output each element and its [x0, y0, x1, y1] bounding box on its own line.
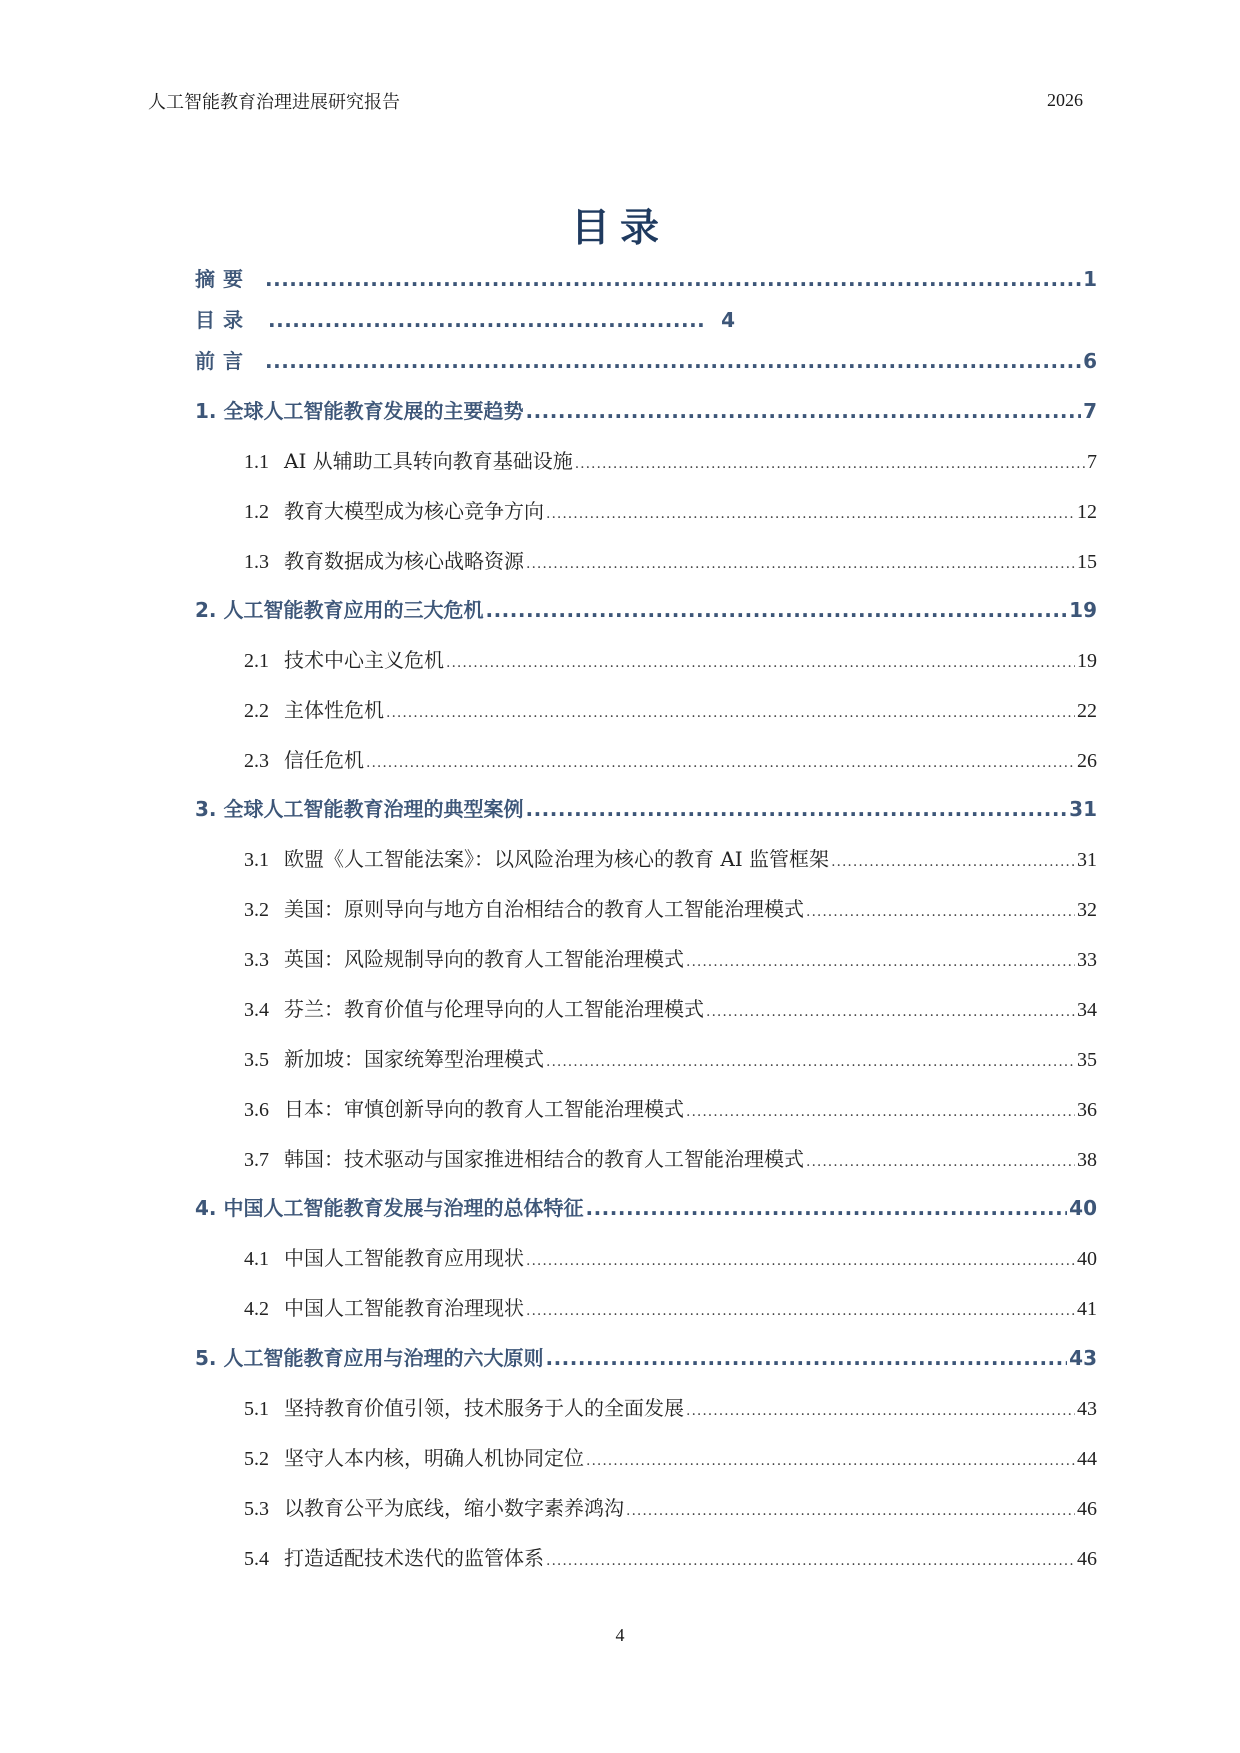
toc-entry-page: 12 [1077, 501, 1097, 523]
toc-entry-label: 目录 [195, 308, 251, 332]
toc-section-1-2[interactable] [244, 495, 1097, 524]
toc-section-3-5[interactable] [244, 1043, 1097, 1072]
toc-leader-dots [546, 1553, 1075, 1569]
toc-entry-page: 44 [1077, 1448, 1097, 1470]
toc-entry-abstract[interactable] [195, 263, 1097, 292]
toc-chapter-5[interactable] [195, 1342, 1097, 1371]
toc-section-3-2[interactable] [244, 893, 1097, 922]
toc-entry-number: 5.4 [244, 1548, 269, 1570]
toc-section-3-3[interactable] [244, 943, 1097, 972]
toc-entry-page: 19 [1069, 598, 1097, 622]
toc-entry-label: 坚持教育价值引领，技术服务于人的全面发展 [284, 1396, 684, 1420]
toc-entry-label: 打造适配技术迭代的监管体系 [284, 1546, 544, 1570]
toc-entry-page: 19 [1077, 650, 1097, 672]
toc-leader-dots [386, 705, 1075, 721]
toc-entry-page: 34 [1077, 999, 1097, 1021]
toc-leader-dots [585, 1196, 1067, 1220]
toc-section-3-6[interactable] [244, 1093, 1097, 1122]
toc-entry-page: 32 [1077, 899, 1097, 921]
toc-entry-label: 技术中心主义危机 [284, 648, 444, 672]
toc-entry-page: 36 [1077, 1099, 1097, 1121]
toc-leader-dots [806, 1154, 1075, 1170]
toc-chapter-4[interactable] [195, 1192, 1097, 1221]
toc-leader-dots [686, 954, 1075, 970]
toc-entry-label: 美国：原则导向与地方自治相结合的教育人工智能治理模式 [284, 897, 804, 921]
toc-leader-dots [831, 854, 1075, 870]
toc-leader-dots [706, 1004, 1075, 1020]
toc-section-4-1[interactable] [244, 1242, 1097, 1271]
toc-entry-page: 1 [1083, 267, 1097, 291]
toc-entry-page: 15 [1077, 551, 1097, 573]
toc-entry-contents[interactable] [195, 304, 735, 333]
toc-section-4-2[interactable] [244, 1292, 1097, 1321]
toc-section-3-4[interactable] [244, 993, 1097, 1022]
toc-leader-dots [806, 904, 1075, 920]
toc-entry-page: 41 [1077, 1298, 1097, 1320]
toc-entry-number: 5.3 [244, 1498, 269, 1520]
toc-entry-label: 教育大模型成为核心竞争方向 [284, 499, 544, 523]
toc-entry-label: 2. 人工智能教育应用的三大危机 [195, 598, 484, 622]
toc-entry-number: 1.3 [244, 551, 269, 573]
toc-section-5-1[interactable] [244, 1392, 1097, 1421]
toc-leader-dots [525, 399, 1081, 423]
toc-entry-page: 4 [721, 308, 735, 332]
toc-entry-page: 43 [1069, 1346, 1097, 1370]
toc-entry-number: 3.6 [244, 1099, 269, 1121]
toc-entry-page: 22 [1077, 700, 1097, 722]
toc-leader-dots [265, 349, 1081, 373]
toc-entry-number: 3.3 [244, 949, 269, 971]
toc-section-5-4[interactable] [244, 1542, 1097, 1571]
toc-entry-page: 46 [1077, 1498, 1097, 1520]
toc-entry-label: 欧盟《人工智能法案》：以风险治理为核心的教育 AI 监管框架 [284, 847, 830, 871]
toc-section-1-1[interactable] [244, 445, 1097, 474]
toc-section-1-3[interactable] [244, 545, 1097, 574]
toc-entry-label: 5. 人工智能教育应用与治理的六大原则 [195, 1346, 544, 1370]
toc-section-5-2[interactable] [244, 1442, 1097, 1471]
toc-section-2-2[interactable] [244, 694, 1097, 723]
toc-entry-number: 3.5 [244, 1049, 269, 1071]
toc-entry-label: 前言 [195, 349, 251, 373]
toc-section-3-1[interactable] [244, 843, 1097, 872]
toc-entry-label: 以教育公平为底线，缩小数字素养鸿沟 [284, 1496, 624, 1520]
toc-leader-dots [265, 267, 1081, 291]
toc-entry-number: 2.2 [244, 700, 269, 722]
toc-entry-number: 4.2 [244, 1298, 269, 1320]
running-header-title: 人工智能教育治理进展研究报告 [148, 92, 400, 113]
toc-section-2-1[interactable] [244, 644, 1097, 673]
toc-entry-label: AI 从辅助工具转向教育基础设施 [284, 449, 573, 473]
toc-chapter-2[interactable] [195, 594, 1097, 623]
toc-leader-dots [525, 797, 1067, 821]
toc-entry-number: 3.2 [244, 899, 269, 921]
toc-entry-label: 教育数据成为核心战略资源 [284, 549, 524, 573]
toc-entry-page: 26 [1077, 750, 1097, 772]
toc-leader-dots [686, 1104, 1075, 1120]
toc-leader-dots [446, 655, 1075, 671]
toc-leader-dots [545, 1346, 1067, 1370]
toc-entry-page: 43 [1077, 1398, 1097, 1420]
toc-entry-page: 7 [1087, 451, 1097, 473]
toc-entry-label: 芬兰：教育价值与伦理导向的人工智能治理模式 [284, 997, 704, 1021]
toc-entry-label: 摘要 [195, 267, 251, 291]
toc-entry-page: 7 [1083, 399, 1097, 423]
toc-leader-dots [366, 755, 1075, 771]
toc-leader-dots [586, 1453, 1075, 1469]
toc-entry-page: 33 [1077, 949, 1097, 971]
toc-entry-page: 40 [1077, 1248, 1097, 1270]
toc-entry-label: 1. 全球人工智能教育发展的主要趋势 [195, 399, 524, 423]
toc-leader-dots [526, 556, 1075, 572]
running-header-year: 2026 [1047, 90, 1083, 110]
toc-entry-number: 1.1 [244, 451, 269, 473]
toc-entry-page: 31 [1069, 797, 1097, 821]
toc-entry-preface[interactable] [195, 345, 1097, 374]
toc-entry-label: 中国人工智能教育应用现状 [284, 1246, 524, 1270]
toc-entry-label: 英国：风险规制导向的教育人工智能治理模式 [284, 947, 684, 971]
toc-chapter-1[interactable] [195, 395, 1097, 424]
toc-leader-dots [546, 506, 1075, 522]
toc-entry-label: 3. 全球人工智能教育治理的典型案例 [195, 797, 524, 821]
toc-entry-page: 31 [1077, 849, 1097, 871]
toc-entry-number: 5.2 [244, 1448, 269, 1470]
toc-entry-label: 新加坡：国家统筹型治理模式 [284, 1047, 544, 1071]
toc-entry-label: 4. 中国人工智能教育发展与治理的总体特征 [195, 1196, 584, 1220]
toc-entry-label: 日本：审慎创新导向的教育人工智能治理模式 [284, 1097, 684, 1121]
toc-entry-number: 5.1 [244, 1398, 269, 1420]
toc-section-3-7[interactable] [244, 1143, 1097, 1172]
page-title: 目录 [570, 206, 669, 251]
toc-entry-number: 2.1 [244, 650, 269, 672]
toc-chapter-3[interactable] [195, 793, 1097, 822]
toc-leader-dots [526, 1253, 1075, 1269]
toc-entry-number: 3.7 [244, 1149, 269, 1171]
toc-entry-page: 38 [1077, 1149, 1097, 1171]
toc-entry-number: 3.4 [244, 999, 269, 1021]
toc-entry-page: 35 [1077, 1049, 1097, 1071]
toc-entry-label: 坚守人本内核，明确人机协同定位 [284, 1446, 584, 1470]
toc-entry-page: 40 [1069, 1196, 1097, 1220]
toc-entry-label: 信任危机 [284, 748, 364, 772]
toc-section-5-3[interactable] [244, 1492, 1097, 1521]
toc-leader-dots [686, 1403, 1075, 1419]
toc-entry-label: 主体性危机 [284, 698, 384, 722]
toc-entry-page: 46 [1077, 1548, 1097, 1570]
toc-entry-number: 2.3 [244, 750, 269, 772]
toc-leader-dots [546, 1054, 1075, 1070]
toc-entry-number: 4.1 [244, 1248, 269, 1270]
toc-leader-dots [526, 1303, 1075, 1319]
toc-entry-label: 中国人工智能教育治理现状 [284, 1296, 524, 1320]
toc-leader-dots [268, 308, 707, 332]
toc-entry-number: 3.1 [244, 849, 269, 871]
page-number: 4 [615, 1625, 625, 1645]
toc-leader-dots [485, 598, 1067, 622]
toc-leader-dots [626, 1503, 1075, 1519]
toc-leader-dots [575, 456, 1085, 472]
toc-entry-number: 1.2 [244, 501, 269, 523]
toc-section-2-3[interactable] [244, 744, 1097, 773]
toc-entry-label: 韩国：技术驱动与国家推进相结合的教育人工智能治理模式 [284, 1147, 804, 1171]
toc-entry-page: 6 [1083, 349, 1097, 373]
